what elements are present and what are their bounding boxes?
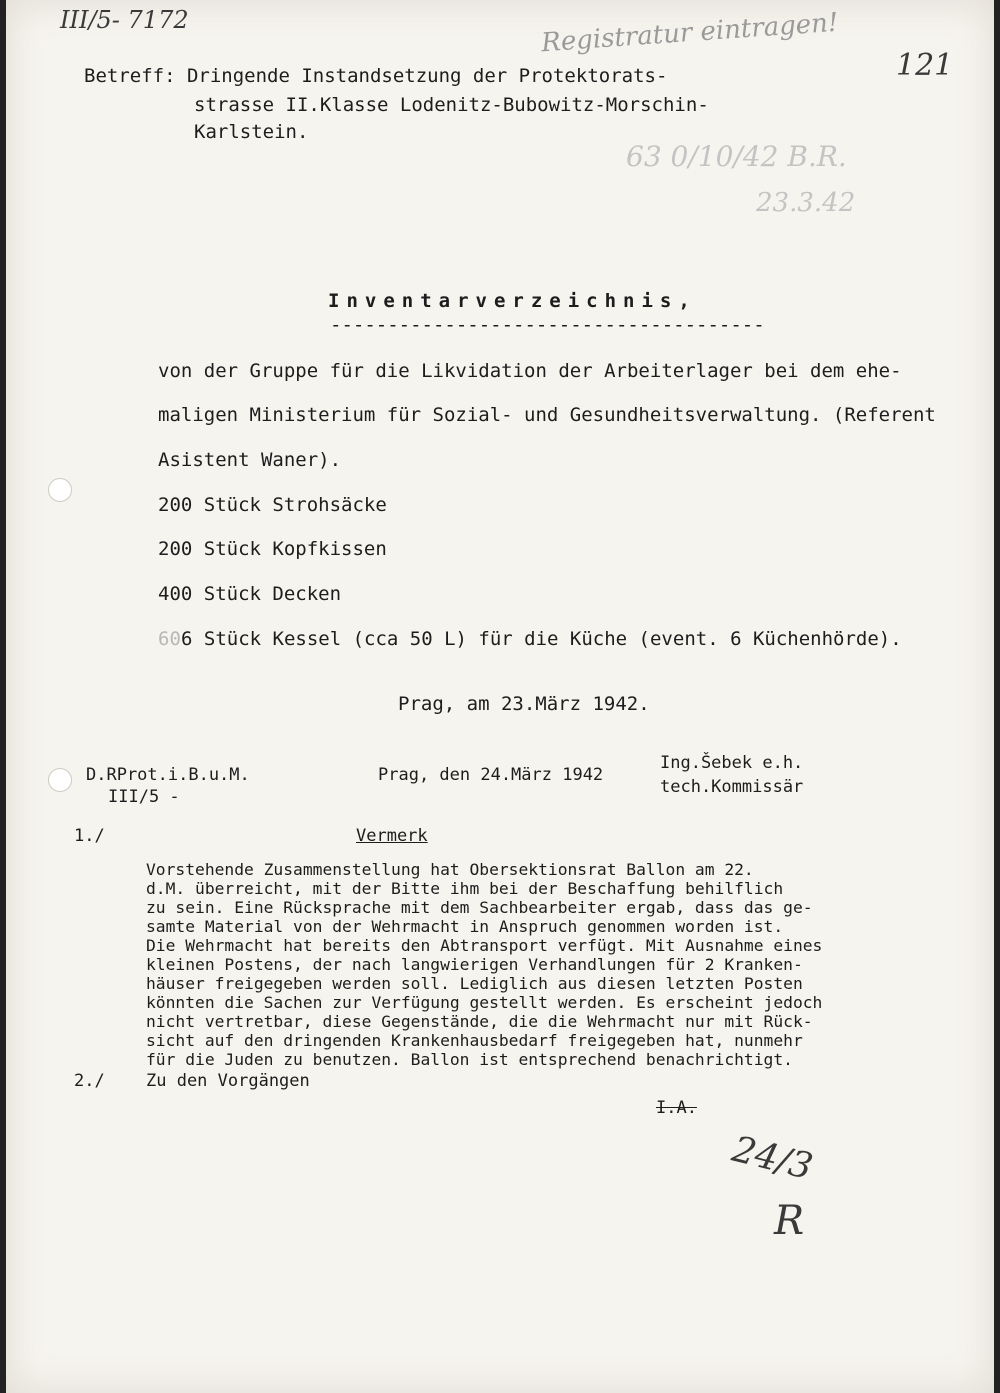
- page-number: 121: [896, 48, 954, 83]
- reference-number-handwritten: III/5- 7172: [60, 6, 189, 34]
- point-2-text: Zu den Vorgängen: [146, 1071, 310, 1091]
- vermerk-line: Die Wehrmacht hat bereits den Abtransport verfügt. Mit Ausnahme eines: [146, 936, 823, 955]
- office-line-2: III/5 -: [108, 787, 180, 807]
- intro-line-3: Asistent Waner).: [158, 449, 342, 471]
- intro-line-1: von der Gruppe für die Likvidation der Arbeiterlager bei dem ehe-: [158, 360, 902, 382]
- vermerk-line: Vorstehende Zusammenstellung hat Obersektionsrat Ballon am 22.: [146, 860, 754, 879]
- subject-line-3: Karlstein.: [194, 121, 309, 143]
- inventory-item: 200 Stück Strohsäcke: [158, 494, 387, 516]
- ia-mark: I.A.: [656, 1098, 697, 1118]
- inventory-item-prefix-faint: 60: [158, 628, 181, 650]
- signature-line-2: tech.Kommissär: [660, 777, 804, 797]
- file-date-pencil: 23.3.42: [756, 188, 856, 218]
- signature-line-1: Ing.Šebek e.h.: [660, 753, 804, 773]
- file-reference-pencil: 63 0/10/42 B.R.: [626, 140, 847, 173]
- inventory-item: 400 Stück Decken: [158, 583, 342, 605]
- title-underline: --------------------------------------: [330, 314, 765, 336]
- inventory-item: 6 Stück Kessel (cca 50 L) für die Küche (event. 6 Küchenhörde).: [181, 628, 902, 650]
- point-1-label: 1./: [74, 826, 105, 846]
- vermerk-heading: Vermerk: [356, 826, 428, 846]
- subject-line-1: Betreff: Dringende Instandsetzung der Protektorats-: [84, 65, 668, 87]
- vermerk-line: könnten die Sachen zur Verfügung gestellt werden. Es erscheint jedoch: [146, 993, 823, 1012]
- registratur-note: Registratur eintragen!: [540, 7, 840, 59]
- vermerk-line: d.M. überreicht, mit der Bitte ihm bei der Beschaffung behilflich: [146, 879, 784, 898]
- office-line-1: D.RProt.i.B.u.M.: [86, 765, 250, 785]
- intro-line-2: maligen Ministerium für Sozial- und Gesundheitsverwaltung. (Referent: [158, 404, 936, 426]
- vermerk-line: häuser freigegeben werden soll. Lediglich aus diesen letzten Posten: [146, 974, 803, 993]
- inventory-item: 200 Stück Kopfkissen: [158, 538, 387, 560]
- place-date-2: Prag, den 24.März 1942: [378, 765, 604, 785]
- document-page: [6, 0, 994, 1393]
- handwritten-date: 24/3: [728, 1128, 817, 1189]
- handwritten-initial: R: [774, 1198, 805, 1244]
- point-2-label: 2./: [74, 1071, 105, 1091]
- punch-hole-bottom: [48, 768, 72, 792]
- vermerk-line: zu sein. Eine Rücksprache mit dem Sachbearbeiter ergab, dass das ge-: [146, 898, 813, 917]
- vermerk-line: nicht vertretbar, diese Gegenstände, die die Wehrmacht nur mit Rück-: [146, 1012, 813, 1031]
- subject-line-2: strasse II.Klasse Lodenitz-Bubowitz-Morschin-: [194, 94, 709, 116]
- place-date-1: Prag, am 23.März 1942.: [398, 693, 650, 715]
- vermerk-line: sicht auf den dringenden Krankenhausbedarf freigegeben hat, nunmehr: [146, 1031, 803, 1050]
- vermerk-line: kleinen Postens, der nach langwierigen Verhandlungen für 2 Kranken-: [146, 955, 803, 974]
- vermerk-line: für die Juden zu benutzen. Ballon ist entsprechend benachrichtigt.: [146, 1050, 793, 1069]
- vermerk-line: samte Material von der Wehrmacht in Anspruch genommen worden ist.: [146, 917, 784, 936]
- punch-hole-top: [48, 478, 72, 502]
- document-title: Inventarverzeichnis,: [328, 290, 697, 312]
